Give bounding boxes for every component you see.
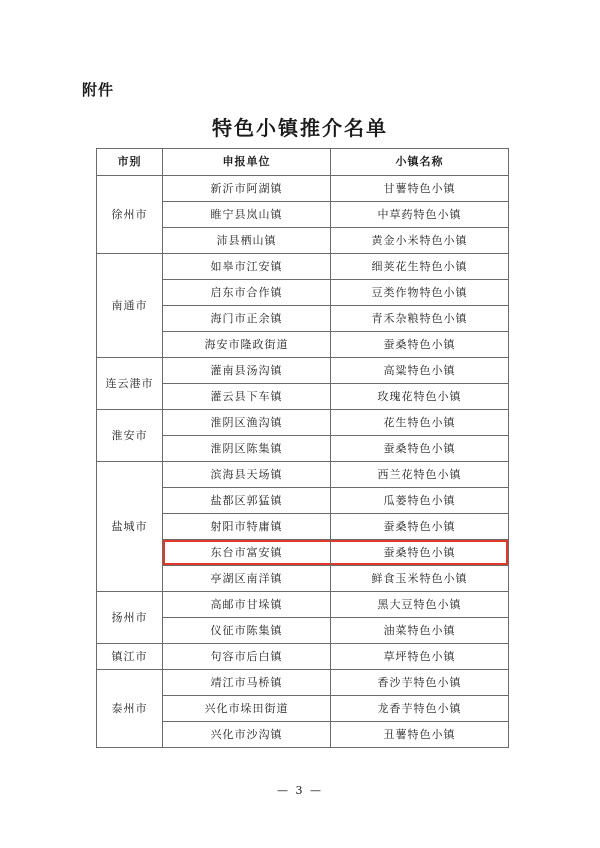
town-name-cell: 油菜特色小镇 bbox=[331, 618, 509, 644]
table-row bbox=[97, 462, 509, 488]
city-cell: 镇江市 bbox=[97, 644, 163, 670]
town-name-cell: 黄金小米特色小镇 bbox=[331, 228, 509, 254]
header-city: 市别 bbox=[97, 149, 163, 176]
town-name-cell: 蚕桑特色小镇 bbox=[331, 332, 509, 358]
table-row bbox=[97, 644, 509, 670]
unit-cell: 淮阴区陈集镇 bbox=[163, 436, 331, 462]
unit-cell: 高邮市甘垛镇 bbox=[163, 592, 331, 618]
town-name-cell: 豆类作物特色小镇 bbox=[331, 280, 509, 306]
header-town: 小镇名称 bbox=[331, 149, 509, 176]
table-row bbox=[97, 670, 509, 696]
unit-cell: 启东市合作镇 bbox=[163, 280, 331, 306]
table-body bbox=[97, 176, 509, 748]
town-name-cell: 香沙芋特色小镇 bbox=[331, 670, 509, 696]
town-name-cell: 丑薯特色小镇 bbox=[331, 722, 509, 748]
unit-cell: 海门市正余镇 bbox=[163, 306, 331, 332]
town-name-cell: 瓜蒌特色小镇 bbox=[331, 488, 509, 514]
unit-cell: 淮阴区渔沟镇 bbox=[163, 410, 331, 436]
unit-cell: 兴化市垛田街道 bbox=[163, 696, 331, 722]
town-name-cell: 中草药特色小镇 bbox=[331, 202, 509, 228]
city-cell: 淮安市 bbox=[97, 410, 163, 462]
document-title: 特色小镇推介名单 bbox=[212, 116, 388, 140]
town-name-cell: 高粱特色小镇 bbox=[331, 358, 509, 384]
table-row bbox=[97, 254, 509, 280]
city-cell: 徐州市 bbox=[97, 176, 163, 254]
header-unit: 申报单位 bbox=[163, 149, 331, 176]
unit-cell: 灌云县下车镇 bbox=[163, 384, 331, 410]
unit-cell: 新沂市阿湖镇 bbox=[163, 176, 331, 202]
town-name-cell: 西兰花特色小镇 bbox=[331, 462, 509, 488]
town-name-cell: 鲜食玉米特色小镇 bbox=[331, 566, 509, 592]
unit-cell: 兴化市沙沟镇 bbox=[163, 722, 331, 748]
unit-cell: 亭湖区南洋镇 bbox=[163, 566, 331, 592]
town-name-cell: 青禾杂粮特色小镇 bbox=[331, 306, 509, 332]
table-row bbox=[97, 176, 509, 202]
town-name-cell: 龙香芋特色小镇 bbox=[331, 696, 509, 722]
table-row bbox=[97, 410, 509, 436]
unit-cell: 沛县栖山镇 bbox=[163, 228, 331, 254]
city-cell: 盐城市 bbox=[97, 462, 163, 592]
unit-cell: 灌南县汤沟镇 bbox=[163, 358, 331, 384]
town-name-cell: 花生特色小镇 bbox=[331, 410, 509, 436]
unit-cell: 盐都区郭猛镇 bbox=[163, 488, 331, 514]
attachment-label: 附件 bbox=[82, 81, 115, 99]
town-name-cell: 蚕桑特色小镇 bbox=[331, 540, 509, 566]
city-cell: 南通市 bbox=[97, 254, 163, 358]
unit-cell: 仪征市陈集镇 bbox=[163, 618, 331, 644]
table-row bbox=[97, 592, 509, 618]
town-name-cell: 黑大豆特色小镇 bbox=[331, 592, 509, 618]
unit-cell: 句容市后白镇 bbox=[163, 644, 331, 670]
unit-cell: 如皋市江安镇 bbox=[163, 254, 331, 280]
city-cell: 连云港市 bbox=[97, 358, 163, 410]
town-name-cell: 甘薯特色小镇 bbox=[331, 176, 509, 202]
table-header-row bbox=[97, 149, 509, 176]
table-row bbox=[97, 358, 509, 384]
town-name-cell: 蚕桑特色小镇 bbox=[331, 514, 509, 540]
city-cell: 泰州市 bbox=[97, 670, 163, 748]
page-number: — 3 — bbox=[277, 784, 323, 797]
town-list-table bbox=[96, 148, 509, 748]
unit-cell: 滨海县天场镇 bbox=[163, 462, 331, 488]
unit-cell: 射阳市特庸镇 bbox=[163, 514, 331, 540]
unit-cell: 东台市富安镇 bbox=[163, 540, 331, 566]
city-cell: 扬州市 bbox=[97, 592, 163, 644]
unit-cell: 睢宁县岚山镇 bbox=[163, 202, 331, 228]
unit-cell: 海安市隆政街道 bbox=[163, 332, 331, 358]
town-name-cell: 草坪特色小镇 bbox=[331, 644, 509, 670]
town-name-cell: 蚕桑特色小镇 bbox=[331, 436, 509, 462]
town-name-cell: 玫瑰花特色小镇 bbox=[331, 384, 509, 410]
unit-cell: 靖江市马桥镇 bbox=[163, 670, 331, 696]
town-name-cell: 细荚花生特色小镇 bbox=[331, 254, 509, 280]
